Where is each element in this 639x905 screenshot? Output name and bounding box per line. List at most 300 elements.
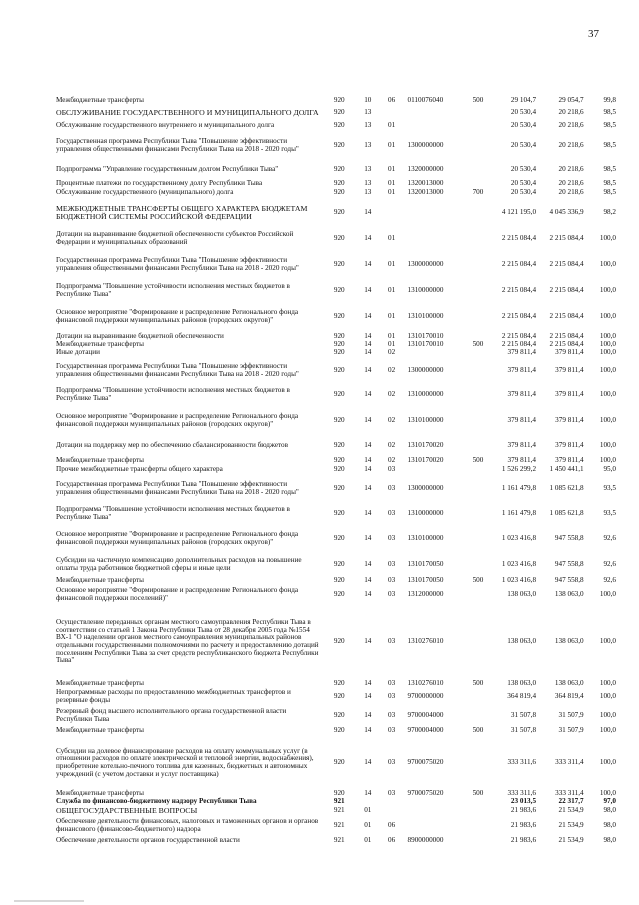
row-name: Субсидии на долевое финансирование расходов на оплату коммунальных услуг (в отношении расходов по оплате электрической и тепловой энергии, водоснабжения), приобретение котельно-печного топлива для казенных, бюджетных и автономных учреждений (с учетом доставки и услуг поставщика) (56, 746, 314, 778)
row-admin-code: 920 (333, 187, 345, 196)
row-executed-amount: 20 218,6 (558, 141, 584, 150)
row-execution-percent: 99,8 (603, 96, 617, 105)
row-admin-code: 921 (333, 806, 345, 815)
row-name: Обеспечение деятельности финансовых, налоговых и таможенных органов и органов финансового (финансово-бюджетного) надзора (56, 817, 319, 833)
table-row (56, 836, 616, 846)
row-execution-percent: 100,0 (599, 331, 617, 340)
row-subsection-code: 02 (388, 348, 396, 357)
row-execution-percent: 95,0 (603, 464, 617, 473)
row-name: Межбюджетные трансферты (56, 726, 144, 735)
row-name: Подпрограмма "Повышение устойчивости исполнения местных бюджетов в Республике Тыва" (56, 505, 290, 521)
row-name: МЕЖБЮДЖЕТНЫЕ ТРАНСФЕРТЫ ОБЩЕГО ХАРАКТЕРА БЮДЖЕТАМ БЮДЖЕТНОЙ СИСТЕМЫ РОССИЙСКОЙ ФЕДЕРАЦИИ (56, 204, 308, 221)
row-planned-amount: 4 121 195,0 (501, 208, 537, 217)
table-row (56, 736, 616, 790)
row-subsection-code: 01 (388, 120, 396, 129)
table-row (56, 605, 616, 679)
row-admin-code: 920 (333, 726, 345, 735)
row-subsection-code: 03 (388, 560, 396, 569)
row-name: Дотации на выравнивание бюджетной обеспеченности субъектов Российской Федерации и муниципальных образований (56, 230, 294, 246)
row-admin-code: 920 (333, 312, 345, 321)
row-target-article: 1312000000 (407, 590, 444, 599)
row-target-article: 1310100000 (407, 415, 444, 424)
table-row (56, 465, 616, 474)
row-planned-amount: 1 023 416,8 (501, 575, 537, 584)
row-expense-type: 500 (472, 96, 484, 105)
row-execution-percent: 100,0 (599, 286, 617, 295)
row-planned-amount: 20 530,4 (510, 108, 537, 117)
row-execution-percent: 98,0 (603, 821, 617, 830)
row-section-code: 13 (364, 165, 372, 174)
row-executed-amount: 2 215 084,4 (549, 259, 584, 268)
row-subsection-code: 02 (388, 441, 396, 450)
row-admin-code: 920 (333, 464, 345, 473)
row-admin-code: 920 (333, 441, 345, 450)
row-executed-amount: 379 811,4 (555, 348, 584, 357)
row-executed-amount: 22 317,7 (558, 797, 584, 806)
row-name: Основное мероприятие "Формирование и распределение Регионального фонда финансовой поддержки поселений)" (56, 586, 299, 602)
row-executed-amount: 29 054,7 (558, 96, 584, 105)
row-target-article: 1310000000 (407, 286, 444, 295)
row-executed-amount: 20 218,6 (558, 120, 584, 129)
table-row (56, 96, 616, 106)
row-name: Межбюджетные трансферты (56, 789, 144, 798)
table-row (56, 554, 616, 576)
table-row (56, 576, 616, 585)
table-row (56, 688, 616, 706)
row-section-code: 14 (364, 455, 372, 464)
row-subsection-code: 03 (388, 726, 396, 735)
row-section-code: 14 (364, 312, 372, 321)
row-admin-code: 920 (333, 637, 345, 646)
row-execution-percent: 100,0 (599, 726, 617, 735)
row-admin-code: 920 (333, 758, 345, 767)
row-target-article: 1300000000 (407, 259, 444, 268)
row-target-article: 1310170010 (407, 331, 444, 340)
row-executed-amount: 2 215 084,4 (549, 312, 584, 321)
row-planned-amount: 138 063,0 (507, 637, 537, 646)
row-name: ОБСЛУЖИВАНИЕ ГОСУДАРСТВЕННОГО И МУНИЦИПАЛЬНОГО ДОЛГА (56, 108, 319, 118)
row-planned-amount: 379 811,4 (507, 390, 537, 399)
row-target-article: 0110076040 (407, 96, 444, 105)
row-subsection-code: 03 (388, 464, 396, 473)
row-execution-percent: 100,0 (599, 340, 617, 349)
row-name: Государственная программа Республики Тыва "Повышение эффективности управления общественными финансами Республики Тыва на 2018 - 2020 годы" (56, 137, 299, 153)
row-name: Непрограммные расходы по предоставлению межбюджетных трансфертов и резервные фонды (56, 688, 291, 704)
row-executed-amount: 1 085 621,8 (549, 509, 584, 518)
table-row (56, 120, 616, 131)
row-subsection-code: 03 (388, 678, 396, 687)
row-expense-type: 700 (472, 187, 484, 196)
row-executed-amount: 379 811,4 (555, 390, 584, 399)
row-planned-amount: 379 811,4 (507, 348, 537, 357)
row-target-article: 1310170020 (407, 455, 444, 464)
row-section-code: 14 (364, 590, 372, 599)
row-name: Основное мероприятие "Формирование и распределение Регионального фонда финансовой поддержки муниципальных районов (городских округов)" (56, 308, 299, 324)
row-admin-code: 920 (333, 331, 345, 340)
table-row (56, 385, 616, 405)
row-planned-amount: 379 811,4 (507, 415, 537, 424)
row-section-code: 14 (364, 560, 372, 569)
row-target-article: 9700075020 (407, 758, 444, 767)
row-execution-percent: 100,0 (599, 711, 617, 720)
row-planned-amount: 364 819,4 (507, 692, 537, 701)
row-executed-amount: 21 534,9 (558, 836, 584, 845)
table-row (56, 229, 616, 249)
table-row (56, 474, 616, 504)
table-row (56, 524, 616, 554)
row-planned-amount: 20 530,4 (510, 165, 537, 174)
row-planned-amount: 1 023 416,8 (501, 534, 537, 543)
row-section-code: 14 (364, 441, 372, 450)
row-planned-amount: 2 215 084,4 (501, 286, 537, 295)
row-section-code: 14 (364, 366, 372, 375)
row-section-code: 14 (364, 208, 372, 217)
row-executed-amount: 31 507,9 (558, 726, 584, 735)
row-target-article: 1310170050 (407, 560, 444, 569)
table-row (56, 816, 616, 836)
row-target-article: 1310100000 (407, 534, 444, 543)
row-section-code: 13 (364, 178, 372, 187)
row-section-code: 14 (364, 534, 372, 543)
row-admin-code: 920 (333, 348, 345, 357)
row-section-code: 14 (364, 286, 372, 295)
row-executed-amount: 379 811,4 (555, 455, 584, 464)
row-planned-amount: 2 215 084,4 (501, 259, 537, 268)
row-execution-percent: 100,0 (599, 455, 617, 464)
row-planned-amount: 2 215 084,4 (501, 340, 537, 349)
row-planned-amount: 31 507,8 (510, 726, 537, 735)
row-execution-percent: 93,5 (603, 484, 617, 493)
row-admin-code: 920 (333, 108, 345, 117)
row-section-code: 14 (364, 259, 372, 268)
row-executed-amount: 2 215 084,4 (549, 286, 584, 295)
row-target-article: 1300000000 (407, 366, 444, 375)
row-name: Прочие межбюджетные трансферты общего характера (56, 464, 223, 473)
row-subsection-code: 01 (388, 178, 396, 187)
row-expense-type: 500 (472, 678, 484, 687)
row-planned-amount: 379 811,4 (507, 366, 537, 375)
row-target-article: 9700000000 (407, 692, 444, 701)
row-planned-amount: 138 063,0 (507, 590, 537, 599)
row-planned-amount: 333 311,6 (507, 758, 537, 767)
row-name: Резервный фонд высшего исполнительного органа государственной власти Республики Тыва (56, 707, 287, 723)
row-section-code: 14 (364, 509, 372, 518)
row-target-article: 1310170020 (407, 441, 444, 450)
row-expense-type: 500 (472, 726, 484, 735)
row-subsection-code: 03 (388, 575, 396, 584)
row-section-code: 13 (364, 120, 372, 129)
row-section-code: 14 (364, 331, 372, 340)
row-executed-amount: 379 811,4 (555, 366, 584, 375)
row-subsection-code: 01 (388, 141, 396, 150)
row-subsection-code: 06 (388, 96, 396, 105)
row-expense-type: 500 (472, 575, 484, 584)
row-planned-amount: 29 104,7 (510, 96, 537, 105)
row-execution-percent: 98,0 (603, 836, 617, 845)
row-planned-amount: 1 023 416,8 (501, 560, 537, 569)
row-name: Иные дотации (56, 348, 100, 357)
row-target-article: 9700075020 (407, 789, 444, 798)
row-target-article: 1310000000 (407, 509, 444, 518)
row-subsection-code: 03 (388, 711, 396, 720)
row-admin-code: 921 (333, 821, 345, 830)
row-executed-amount: 20 218,6 (558, 108, 584, 117)
row-admin-code: 920 (333, 575, 345, 584)
row-subsection-code: 02 (388, 366, 396, 375)
row-planned-amount: 20 530,4 (510, 120, 537, 129)
row-executed-amount: 4 045 336,9 (549, 208, 584, 217)
row-name: ОБЩЕГОСУДАРСТВЕННЫЕ ВОПРОСЫ (56, 806, 198, 816)
row-name: Подпрограмма "Управление государственным долгом Республики Тыва" (56, 165, 279, 174)
row-subsection-code: 03 (388, 590, 396, 599)
row-planned-amount: 21 983,6 (510, 836, 537, 845)
row-planned-amount: 2 215 084,4 (501, 312, 537, 321)
table-row (56, 436, 616, 456)
row-name: Основное мероприятие "Формирование и распределение Регионального фонда финансовой поддержки муниципальных районов (городских округов)" (56, 530, 299, 546)
row-execution-percent: 100,0 (599, 637, 617, 646)
row-target-article: 1310170010 (407, 340, 444, 349)
table-row (56, 405, 616, 436)
row-subsection-code: 03 (388, 534, 396, 543)
row-execution-percent: 98,5 (603, 120, 617, 129)
table-row (56, 504, 616, 524)
row-expense-type: 500 (472, 789, 484, 798)
row-subsection-code: 01 (388, 187, 396, 196)
row-target-article: 1310000000 (407, 390, 444, 399)
row-executed-amount: 20 218,6 (558, 187, 584, 196)
row-section-code: 14 (364, 637, 372, 646)
row-section-code: 10 (364, 96, 372, 105)
table-row (56, 806, 616, 816)
row-name: Обслуживание государственного (муниципального) долга (56, 187, 234, 196)
row-execution-percent: 100,0 (599, 441, 617, 450)
row-section-code: 14 (364, 758, 372, 767)
row-execution-percent: 92,6 (603, 534, 617, 543)
row-name: Обслуживание государственного внутреннего и муниципального долга (56, 120, 275, 129)
row-admin-code: 920 (333, 711, 345, 720)
table-row (56, 106, 616, 120)
row-target-article: 1300000000 (407, 141, 444, 150)
row-execution-percent: 98,0 (603, 806, 617, 815)
row-executed-amount: 21 534,9 (558, 806, 584, 815)
row-planned-amount: 21 983,6 (510, 806, 537, 815)
row-admin-code: 920 (333, 560, 345, 569)
row-execution-percent: 93,5 (603, 509, 617, 518)
row-execution-percent: 97,0 (603, 797, 617, 806)
row-admin-code: 920 (333, 178, 345, 187)
row-name: Межбюджетные трансферты (56, 96, 144, 105)
row-subsection-code: 02 (388, 390, 396, 399)
row-name: Дотации на выравнивание бюджетной обеспеченности (56, 331, 224, 340)
row-name: Межбюджетные трансферты (56, 455, 144, 464)
row-planned-amount: 21 983,6 (510, 821, 537, 830)
row-planned-amount: 379 811,4 (507, 455, 537, 464)
row-executed-amount: 138 063,0 (554, 590, 584, 599)
row-execution-percent: 100,0 (599, 259, 617, 268)
row-subsection-code: 02 (388, 415, 396, 424)
row-admin-code: 920 (333, 340, 345, 349)
row-subsection-code: 02 (388, 455, 396, 464)
row-executed-amount: 947 558,8 (554, 575, 584, 584)
row-execution-percent: 98,5 (603, 178, 617, 187)
row-section-code: 14 (364, 464, 372, 473)
row-admin-code: 920 (333, 120, 345, 129)
table-row (56, 161, 616, 179)
row-execution-percent: 100,0 (599, 312, 617, 321)
row-admin-code: 920 (333, 590, 345, 599)
row-admin-code: 920 (333, 789, 345, 798)
row-execution-percent: 100,0 (599, 348, 617, 357)
row-name: Основное мероприятие "Формирование и распределение Регионального фонда финансовой поддержки муниципальных районов (городских округов)" (56, 411, 299, 428)
row-admin-code: 920 (333, 484, 345, 493)
row-section-code: 01 (364, 821, 372, 830)
row-execution-percent: 98,5 (603, 187, 617, 196)
row-executed-amount: 20 218,6 (558, 165, 584, 174)
row-target-article: 9700004000 (407, 726, 444, 735)
table-row (56, 197, 616, 229)
row-execution-percent: 100,0 (599, 692, 617, 701)
row-execution-percent: 100,0 (599, 758, 617, 767)
row-admin-code: 920 (333, 208, 345, 217)
row-target-article: 1320013000 (407, 187, 444, 196)
row-name: Осуществление переданных органам местного самоуправления Республики Тыва в соответствии со статьей 1 Закона Республики Тыва от 28 декабря 2005 года №1554 ВХ-1 "О наделении органов местного самоуправления муниципальных районов отдельными государственными полномочиями по расчету и предоставлению дотаций поселениям Республики Тыва за счет средств республиканского бюджета Республики Тыва" (56, 618, 319, 665)
row-admin-code: 921 (333, 797, 345, 806)
table-row (56, 706, 616, 726)
row-executed-amount: 2 215 084,4 (549, 234, 584, 243)
row-subsection-code: 03 (388, 637, 396, 646)
row-executed-amount: 379 811,4 (555, 441, 584, 450)
row-execution-percent: 92,6 (603, 575, 617, 584)
scan-edge-mark (14, 900, 84, 902)
row-executed-amount: 333 311,4 (555, 789, 584, 798)
row-section-code: 14 (364, 678, 372, 687)
budget-table (56, 96, 616, 846)
row-executed-amount: 31 507,9 (558, 711, 584, 720)
row-subsection-code: 01 (388, 312, 396, 321)
row-executed-amount: 1 085 621,8 (549, 484, 584, 493)
row-execution-percent: 98,5 (603, 108, 617, 117)
row-execution-percent: 98,5 (603, 141, 617, 150)
row-name: Процентные платежи по государственному долгу Республики Тыва (56, 178, 263, 187)
row-name: Дотации на поддержку мер по обеспечению сбалансированности бюджетов (56, 441, 289, 450)
row-executed-amount: 138 063,0 (554, 678, 584, 687)
table-row (56, 249, 616, 280)
table-row (56, 798, 616, 806)
row-planned-amount: 1 161 479,8 (501, 484, 537, 493)
table-row (56, 131, 616, 161)
row-planned-amount: 23 013,5 (510, 797, 537, 806)
page-number: 37 (588, 28, 599, 40)
row-admin-code: 920 (333, 286, 345, 295)
row-admin-code: 920 (333, 96, 345, 105)
row-executed-amount: 333 311,4 (555, 758, 584, 767)
row-subsection-code: 01 (388, 234, 396, 243)
row-executed-amount: 2 215 084,4 (549, 331, 584, 340)
row-name: Подпрограмма "Повышение устойчивости исполнения местных бюджетов в Республике Тыва" (56, 282, 290, 298)
row-execution-percent: 100,0 (599, 415, 617, 424)
row-executed-amount: 947 558,8 (554, 534, 584, 543)
row-target-article: 1320000000 (407, 165, 444, 174)
row-name: Обеспечение деятельности органов государственной власти (56, 836, 240, 845)
row-admin-code: 920 (333, 509, 345, 518)
row-executed-amount: 138 063,0 (554, 637, 584, 646)
row-target-article: 1310170050 (407, 575, 444, 584)
row-executed-amount: 364 819,4 (554, 692, 584, 701)
row-admin-code: 920 (333, 234, 345, 243)
row-subsection-code: 01 (388, 331, 396, 340)
row-target-article: 1310276010 (407, 637, 444, 646)
row-name: Межбюджетные трансферты (56, 678, 144, 687)
table-row (56, 679, 616, 688)
row-section-code: 01 (364, 836, 372, 845)
row-name: Служба по финансово-бюджетному надзору Республики Тыва (56, 797, 257, 806)
row-name: Государственная программа Республики Тыва "Повышение эффективности управления общественными финансами Республики Тыва на 2018 - 2020 годы" (56, 362, 299, 378)
row-planned-amount: 1 161 479,8 (501, 509, 537, 518)
row-subsection-code: 06 (388, 821, 396, 830)
row-admin-code: 920 (333, 366, 345, 375)
row-name: Государственная программа Республики Тыва "Повышение эффективности управления общественными финансами Республики Тыва на 2018 - 2020 годы" (56, 480, 299, 496)
row-execution-percent: 100,0 (599, 590, 617, 599)
row-planned-amount: 20 530,4 (510, 187, 537, 196)
row-admin-code: 920 (333, 692, 345, 701)
row-planned-amount: 2 215 084,4 (501, 234, 537, 243)
row-subsection-code: 01 (388, 259, 396, 268)
row-section-code: 01 (364, 806, 372, 815)
row-admin-code: 921 (333, 836, 345, 845)
row-subsection-code: 03 (388, 484, 396, 493)
row-admin-code: 920 (333, 534, 345, 543)
table-row (56, 280, 616, 302)
row-execution-percent: 100,0 (599, 366, 617, 375)
row-subsection-code: 03 (388, 758, 396, 767)
row-subsection-code: 01 (388, 165, 396, 174)
row-admin-code: 920 (333, 455, 345, 464)
row-section-code: 14 (364, 390, 372, 399)
row-section-code: 14 (364, 415, 372, 424)
row-section-code: 13 (364, 141, 372, 150)
row-planned-amount: 379 811,4 (507, 441, 537, 450)
table-row (56, 188, 616, 197)
row-admin-code: 920 (333, 415, 345, 424)
row-execution-percent: 92,6 (603, 560, 617, 569)
row-target-article: 1310276010 (407, 678, 444, 687)
row-name: Межбюджетные трансферты (56, 340, 144, 349)
row-expense-type: 500 (472, 455, 484, 464)
row-admin-code: 920 (333, 678, 345, 687)
row-executed-amount: 947 558,8 (554, 560, 584, 569)
row-section-code: 14 (364, 692, 372, 701)
row-subsection-code: 06 (388, 836, 396, 845)
row-admin-code: 920 (333, 141, 345, 150)
row-planned-amount: 31 507,8 (510, 711, 537, 720)
row-section-code: 14 (364, 789, 372, 798)
row-name: Межбюджетные трансферты (56, 575, 144, 584)
row-subsection-code: 03 (388, 509, 396, 518)
table-row (56, 585, 616, 605)
row-planned-amount: 138 063,0 (507, 678, 537, 687)
row-executed-amount: 1 450 441,1 (549, 464, 584, 473)
row-admin-code: 920 (333, 390, 345, 399)
row-admin-code: 920 (333, 165, 345, 174)
row-section-code: 13 (364, 187, 372, 196)
row-target-article: 1310100000 (407, 312, 444, 321)
row-execution-percent: 100,0 (599, 678, 617, 687)
row-subsection-code: 01 (388, 340, 396, 349)
row-section-code: 14 (364, 348, 372, 357)
row-executed-amount: 21 534,9 (558, 821, 584, 830)
row-target-article: 9700004000 (407, 711, 444, 720)
row-subsection-code: 03 (388, 789, 396, 798)
